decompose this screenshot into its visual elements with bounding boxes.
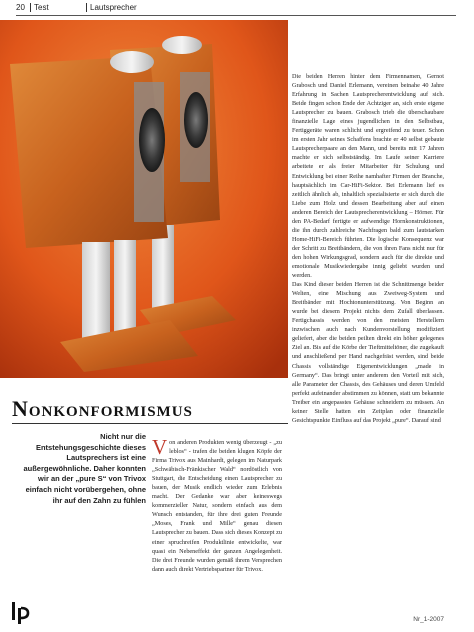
rear-tweeter — [162, 36, 202, 54]
headline-rule — [12, 423, 288, 424]
body-column-middle — [152, 438, 282, 598]
speaker-photo — [0, 20, 288, 378]
front-speaker-driver — [139, 108, 165, 172]
speaker-illustration — [0, 20, 288, 378]
drop-cap: V — [152, 438, 168, 459]
front-tweeter — [110, 51, 154, 73]
body-intro-text: on anderen Produkten wenig überzeugt - „zu leblos“ - trafen die beiden klugen Köpfe der Firma Trivox aus Mainhardt, gelegen im Naturpark „Schwäbisch-Fränkischer Wald“ nordöstlich von Stuttgart, die Entscheidung einen Lautsprecher zu bauen, der Musik endlich wieder zum Erlebnis macht. Der Gedanke war aber keineswegs kommerzieller Natur, sondern einfach aus dem Wunsch entstanden, für ihre drei guten Freunde „Moses, Frank und Mille“ genau diesen Lautsprecher zu bauen. Dass sich dieses Konzept zu einer spruchreifen Produktlinie entwickelte, war quasi ein Nebeneffekt der ganzen Angelegenheit. Die drei Freunde wurden gemäß ihrem Versprechen dann auch direkt Vertriebspartner für Trivox. — [152, 439, 282, 573]
rear-speaker-driver — [184, 92, 208, 148]
page-number: 20 — [16, 3, 25, 12]
issue-number: Nr_1-2007 — [413, 616, 444, 623]
article-teaser: Nicht nur die Entstehungsgeschichte dieses Lautsprechers ist eine außergewöhnliche. Daher konnten wir an der „pure S“ von Trivox einfach nicht vorübergehen, ohne ihr auf den Zahn zu fühlen — [23, 432, 146, 505]
body-paragraph: Das Kind dieser beiden Herren ist die Schnittmenge beider Welten, eine Mischung aus Zweiweg-System und Breitbänder mit Hochtonunterstützung. Von Beginn an wurde bei diesem Projekt nichts dem Zufall überlassen. Fertigchassis werden von den meisten Herstellern inzwischen auch nach Kundenvorstellung modifiziert geliefert, aber die beiden peilten direkt ein höher gelegenes Ziel an. Bis auf die Körbe der Tieftmitteltöner, die zugekauft und anschließend per Hand nachgefräst werden, sind beide Chassis vollständige Eigenentwicklungen „made in Germany“. Das bringt unter anderem den Vorteil mit sich, alle Parameter der Chassis, des Gehäuses und deren Umfeld perfekt aufeinander abstimmen zu können, statt um bekannte Treiber ein angepasstes Gehäuse schneidern zu müssen. An keiner Stelle hatten ein Zeitplan oder finanzielle Gesichtspunkte Einfluss auf das Projekt „pure“. Darauf sind — [292, 281, 444, 424]
category-label: Lautsprecher — [86, 3, 137, 12]
body-column-right — [292, 72, 444, 598]
body-paragraph: Die beiden Herren hinter dem Firmennamen, Gernot Grabosch und Daniel Erlemann, vereinen beinahe 40 Jahre Erfahrung in Sachen Lautsprecherentwicklung auf sich. Beide fingen schon Ende der Achtziger an, sich erste eigene Lautsprecher zu bauen. Grabosch trieb die überschaubare finanzielle Lage eines jugendlichen in den Selbstbau, Fertiggeräte waren schlicht und ergreifend zu teuer. Schon im ersten Jahr seines Schaffens brachte er 40 selbst gebaute Lautsprecherpaare an den Mann, und bereits mit 17 Jahren machte er sich selbstständig. Im Laufe seiner Karriere arbeitete er als freier Mitarbeiter für Schulung und Entwicklung bei einer Reihe namhafter Firmen der Branche, hauptsächlich im Car-HiFi-Sektor. Bei Erlemann lief es zeitlich ähnlich ab, inhaltlich spezialisierte er sich durch die Liebe zum Holz und dessen Bearbeitung aber auf einen anderen Bereich der Lautsprecherentwicklung – Hörner. Für den PA-Bedarf fertigte er aufwendige Hornkonstruktionen, die ihn durch zahlreiche Nachfragen bald zum lautstarken Home-HiFi-Bereich führten. Die logische Konsequenz war der Schritt zu Breitbändern, die von ihren Fans nicht nur für den hohen Wirkungsgrad, sondern auch für die direkte und emotionale Musikwiedergabe innig geliebt wurden und werden. — [292, 73, 444, 280]
article-headline: Nonkonformismus — [12, 396, 193, 421]
magazine-logo — [10, 600, 30, 624]
lp-logo-icon — [10, 600, 30, 624]
header-rule — [16, 15, 456, 16]
section-label: Test — [30, 3, 49, 12]
page-header — [16, 2, 456, 18]
